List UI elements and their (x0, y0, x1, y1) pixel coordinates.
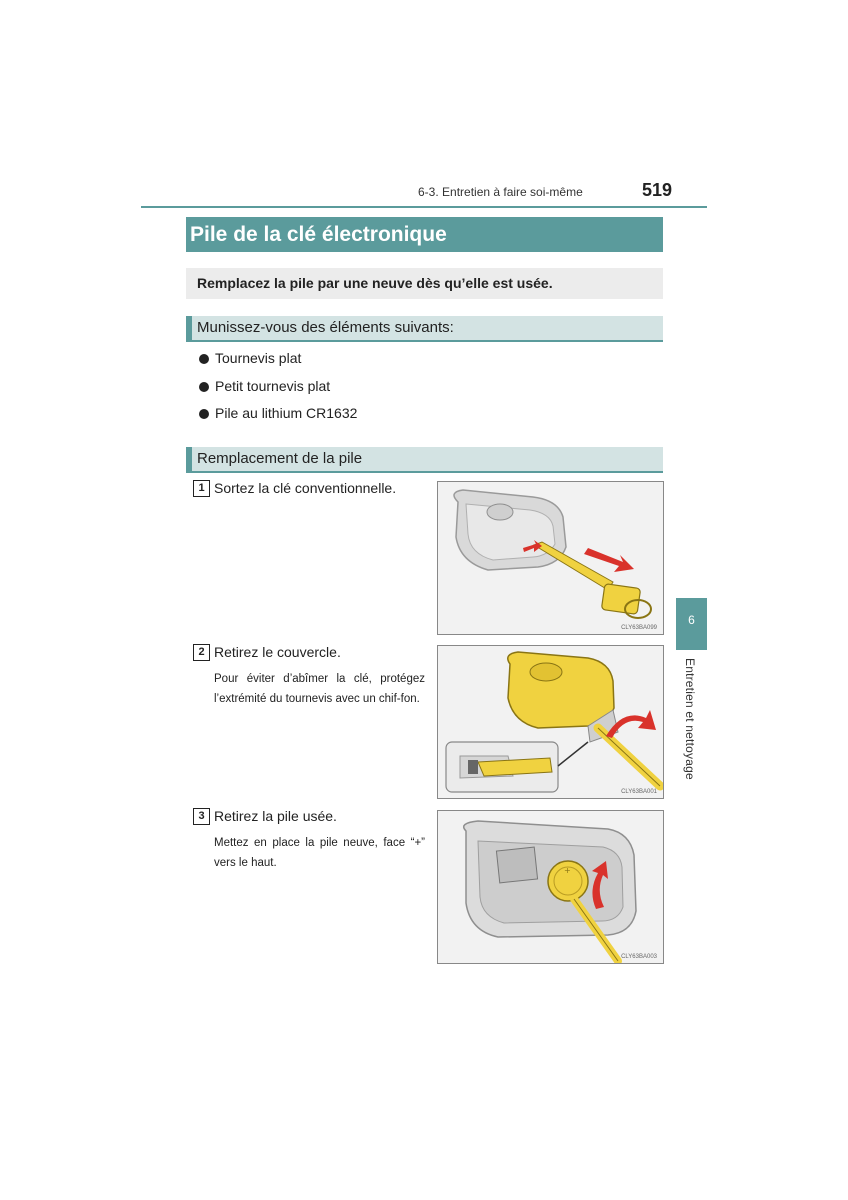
figure-code: CLY63BA001 (621, 789, 657, 795)
list-item (199, 378, 330, 394)
key-removal-illustration (438, 482, 663, 634)
header-rule (141, 206, 707, 208)
step-note-2: Pour éviter d’abîmer la clé, protégez l’extrémité du tournevis avec un chif-fon. (214, 673, 425, 705)
page-title: Pile de la clé électronique (186, 217, 663, 252)
items-section-heading: Munissez-vous des éléments suivants: (186, 316, 663, 342)
step-text-1: Sortez la clé conventionnelle. (214, 480, 397, 496)
figure-step-1 (437, 481, 664, 635)
figure-code: CLY63BA003 (621, 954, 657, 960)
bullet-icon (199, 354, 209, 364)
step-note-3: Mettez en place la pile neuve, face “+” vers le haut. (214, 837, 425, 869)
step-text-3: Retirez la pile usée. (214, 808, 337, 824)
list-item-label: Petit tournevis plat (215, 378, 331, 394)
battery-removal-illustration (438, 811, 663, 963)
svg-text:+: + (564, 866, 571, 875)
list-item-label: Tournevis plat (215, 350, 302, 366)
list-item (199, 405, 357, 421)
list-item (199, 350, 301, 366)
step-text-2: Retirez le couvercle. (214, 644, 341, 660)
figure-step-3 (437, 810, 664, 964)
chapter-tab: 6 (676, 598, 707, 650)
list-item-label: Pile au lithium CR1632 (215, 405, 358, 421)
step-number-1: 1 (193, 480, 210, 497)
intro-box: Remplacez la pile par une neuve dès qu’elle est usée. (186, 268, 663, 299)
figure-code: CLY63BA099 (621, 625, 657, 631)
running-header-section: 6-3. Entretien à faire soi-même (418, 185, 583, 199)
bullet-icon (199, 382, 209, 392)
step-number-2: 2 (193, 644, 210, 661)
replacement-section-heading: Remplacement de la pile (186, 447, 663, 473)
cover-removal-illustration (438, 646, 663, 798)
step-number-3: 3 (193, 808, 210, 825)
figure-step-2 (437, 645, 664, 799)
page-number: 519 (642, 180, 673, 200)
bullet-icon (199, 409, 209, 419)
chapter-tab-label: Entretien et nettoyage (683, 658, 697, 780)
